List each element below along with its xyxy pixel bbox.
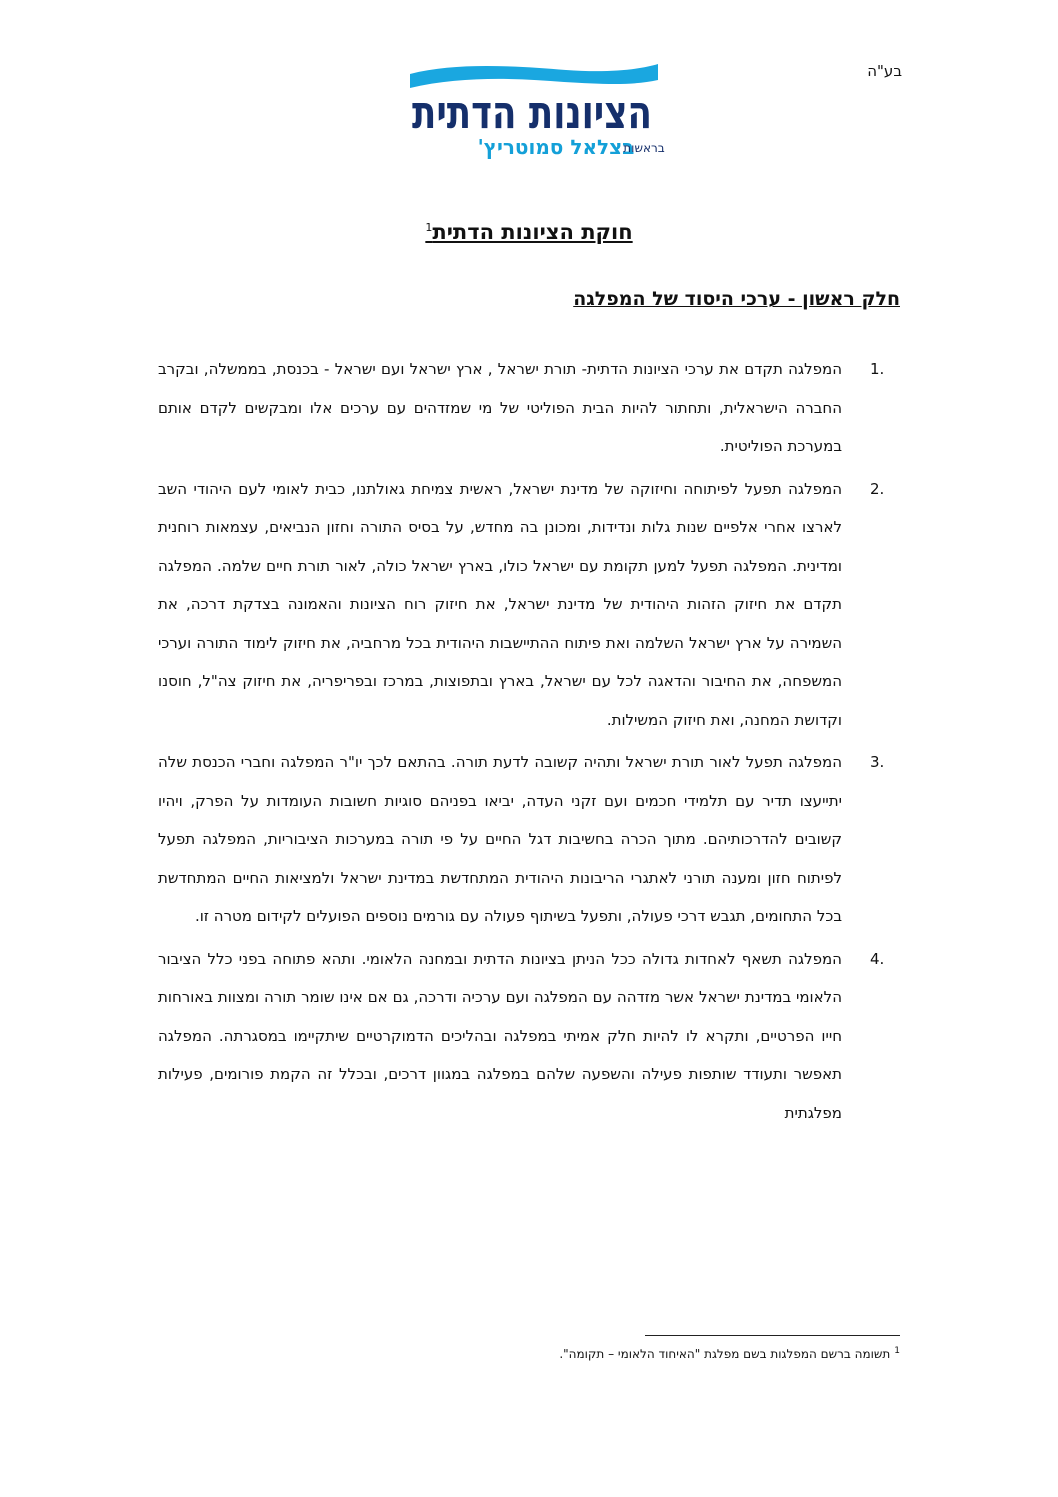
document-title: [0, 220, 1058, 244]
party-logo: [406, 60, 665, 160]
clause-list: [158, 350, 900, 1136]
footnote-text: תשומה ברשם המפלגות בשם מפלגת "האיחוד הלאומי – תקומה".: [559, 1347, 891, 1361]
footnote-divider: [645, 1335, 900, 1336]
clause-number: 1.: [870, 360, 885, 378]
clause-number: 2.: [870, 479, 885, 498]
title-footnote-ref: 1: [425, 221, 433, 234]
clause-text: המפלגה תקדם את ערכי הציונות הדתית- תורת ישראל , ארץ ישראל ועם ישראל - בכנסת, בממשלה, ובקרב החברה הישראלית, ותחתור להיות הבית הפוליטי של מי שמזדהים עם ערכים אלו ומבקשים לקדם אותם במערכת הפוליטית.: [158, 360, 842, 455]
clause-3: [158, 743, 900, 936]
logo-leader-name: בצלאל סמוטריץ': [477, 135, 635, 159]
clause-4: [158, 940, 900, 1133]
clause-2: [158, 470, 900, 740]
clause-text: המפלגה תשאף לאחדות גדולה ככל הניתן בציונות הדתית ובמחנה הלאומי. ותהא פתוחה בפני כלל הציבור הלאומי במדינת ישראל אשר מזדהה עם המפלגה ועם ערכיה ודרכה, גם אם אינו שומר תורה ומצוות באורחות חייו הפרטיים, ותקרא לו להיות חלק אמיתי במפלגה ובהליכים הדמוקרטיים שיתקיימו במסגרתה. המפלגה תאפשר ותעודד שותפות פעילה והשפעה שלהם במפלגה במגוון דרכים, ובכלל זה הקמת פורומים, פעילות מפלגתית: [158, 949, 842, 1122]
document-title-text: חוקת הציונות הדתית: [432, 220, 633, 244]
logo-party-name: הציונות הדתית: [412, 85, 652, 139]
clause-1: [158, 350, 900, 466]
clause-number: 4.: [870, 949, 885, 968]
clause-number: 3.: [870, 753, 885, 771]
blessing-header: בע"ה: [867, 62, 902, 80]
logo-leader-prefix: בראשות: [623, 141, 665, 155]
footnote-number: 1: [894, 1346, 900, 1356]
clause-text: המפלגה תפעל לאור תורת ישראל ותהיה קשובה לדעת תורה. בהתאם לכך יו"ר המפלגה וחברי הכנסת שלה יתייעצו תדיר עם תלמידי חכמים ועם זקני העדה, יביאו בפניהם סוגיות חשובות העומדות על הפרק, ויהיו קשובים להדרכותיהם. מתוך הכרה בחשיבות דגל החיים על פי תורה במערכות הציבוריות, המפלגה תפעל לפיתוח חזון ומענה תורני לאתגרי הריבונות היהודית המתחדשת במדינת ישראל ולמציאות החיים המתחדשת בכל התחומים, תגבש דרכי פעולה, ותפעל בשיתוף פעולה עם גורמים נוספים הפועלים לקידום מטרה זו.: [158, 753, 842, 925]
clause-text: המפלגה תפעל לפיתוחה וחיזוקה של מדינת ישראל, ראשית צמיחת גאולתנו, כבית לאומי לעם היהודי השב לארצו אחרי אלפיים שנות גלות ונדידות, ומכונן בה מחדש, על בסיס התורה וחזון הנביאים, עצמאות רוחנית ומדינית. המפלגה תפעל למען תקומת עם ישראל כולו, בארץ ישראל כולה, לאור תורת חיים שלמה. המפלגה תקדם את חיזוק הזהות היהודית של מדינת ישראל, את חיזוק רוח הציונות והאמונה בצדקת דרכה, את השמירה על ארץ ישראל השלמה ואת פיתוח ההתיישבות היהודית בכל מרחביה, את חיזוק לימוד התורה וערכי המשפחה, את החיבור והדאגה לכל עם ישראל, בארץ ובתפוצות, במרכז ובפריפריה, את חיזוק צה"ל, חוסנו וקדושת המחנה, ואת חיזוק המשילות.: [158, 479, 842, 729]
section-heading: חלק ראשון - ערכי היסוד של המפלגה: [573, 288, 900, 310]
footnote: [559, 1346, 900, 1361]
